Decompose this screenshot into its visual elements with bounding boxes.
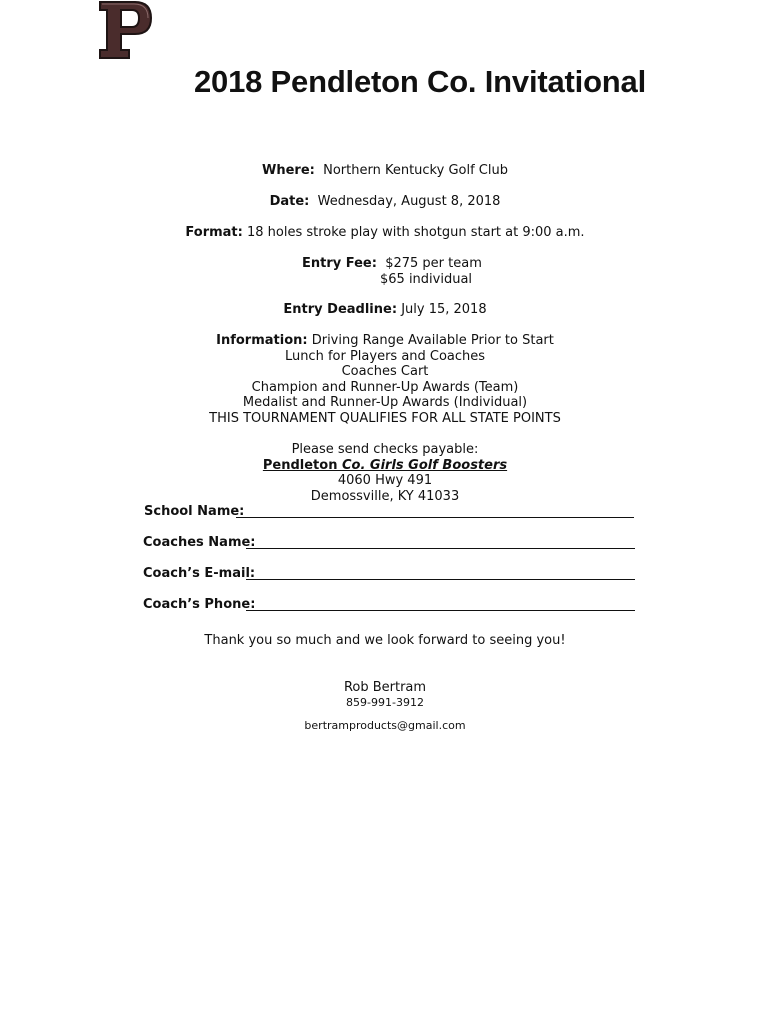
information-item: Champion and Runner-Up Awards (Team) xyxy=(251,379,519,395)
coaches-name-field[interactable] xyxy=(143,535,636,551)
page-title: 2018 Pendleton Co. Invitational xyxy=(193,64,646,99)
entry-fee-label: Entry Fee: xyxy=(302,256,377,271)
school-logo xyxy=(95,0,157,62)
where-line xyxy=(0,163,770,179)
school-name-label: School Name: xyxy=(144,504,245,519)
information-item: Driving Range Available Prior to Start xyxy=(311,333,554,348)
checks-address-1: 4060 Hwy 491 xyxy=(337,473,433,488)
information-item: Coaches Cart xyxy=(341,364,429,379)
coaches-name-line[interactable] xyxy=(246,548,635,549)
information-item: Lunch for Players and Coaches xyxy=(284,348,486,364)
format-value: 18 holes stroke play with shotgun start at 9:00 a.m. xyxy=(246,225,585,240)
information-item: Medalist and Runner-Up Awards (Individual) xyxy=(242,395,528,410)
coach-email-label: Coach’s E-mail: xyxy=(143,566,256,581)
thanks-message: Thank you so much and we look forward to seeing you! xyxy=(204,633,566,648)
coach-phone-line[interactable] xyxy=(246,610,635,611)
entry-deadline-value: July 15, 2018 xyxy=(401,302,487,317)
date-value: Wednesday, August 8, 2018 xyxy=(317,194,501,209)
coach-email-line[interactable] xyxy=(246,579,635,580)
checks-address-2: Demossville, KY 41033 xyxy=(310,488,460,504)
checks-intro: Please send checks payable: xyxy=(291,442,479,457)
payee-plain: Pendleton xyxy=(262,457,342,473)
contact-name: Rob Bertram xyxy=(343,680,427,695)
where-label: Where: xyxy=(262,163,315,178)
entry-fee-team: $275 per team xyxy=(385,256,482,271)
entry-fee-line xyxy=(302,256,482,272)
entry-deadline-line xyxy=(0,302,770,318)
checks-payee xyxy=(0,458,770,474)
date-label: Date: xyxy=(269,194,310,209)
coach-phone-field[interactable] xyxy=(143,597,636,613)
where-value: Northern Kentucky Golf Club xyxy=(323,163,508,178)
school-name-line[interactable] xyxy=(236,517,634,518)
entry-fee-individual: $65 individual xyxy=(380,271,473,287)
contact-phone: 859-991-3912 xyxy=(346,696,424,709)
coach-phone-label: Coach’s Phone: xyxy=(143,597,256,612)
payee-italic: Co. Girls Golf Boosters xyxy=(341,457,508,473)
school-name-field[interactable] xyxy=(144,504,636,520)
date-line xyxy=(0,194,770,210)
information-label: Information: xyxy=(216,333,308,348)
entry-deadline-label: Entry Deadline: xyxy=(283,302,398,317)
information-line xyxy=(0,333,770,349)
contact-email: bertramproducts@gmail.com xyxy=(304,719,466,732)
format-line xyxy=(0,225,770,241)
information-item: THIS TOURNAMENT QUALIFIES FOR ALL STATE POINTS xyxy=(209,410,561,426)
coaches-name-label: Coaches Name: xyxy=(143,535,256,550)
coach-email-field[interactable] xyxy=(143,566,636,582)
format-label: Format: xyxy=(185,225,243,240)
